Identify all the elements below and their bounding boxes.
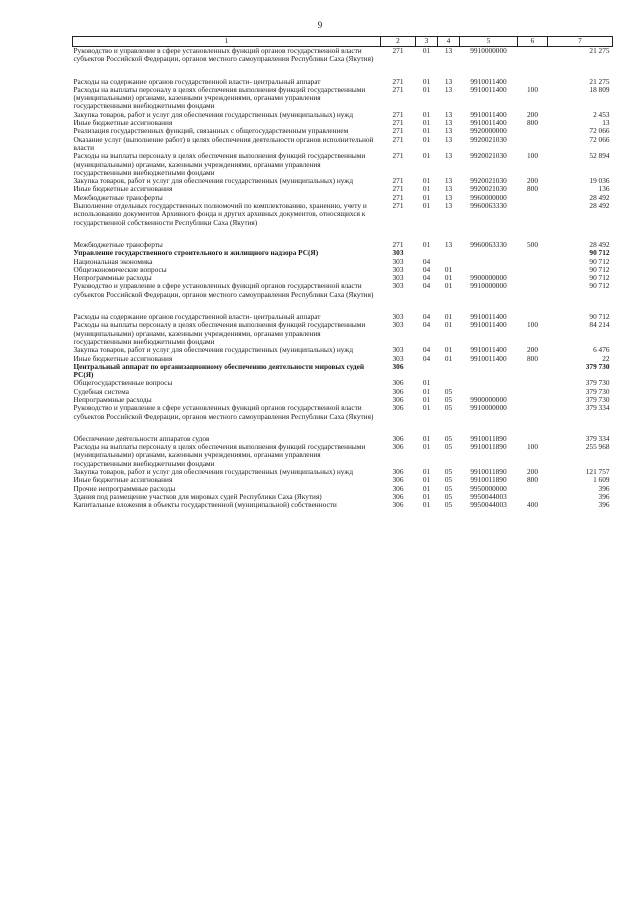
code-subsection: 13 [444, 118, 453, 128]
budget-item-name: Оказание услуг (выполнение работ) в целях обеспечения деятельности органов исполнительной власти [73, 134, 374, 152]
code-section: 01 [422, 403, 431, 413]
table-row [73, 282, 613, 313]
amount: 121 757 [585, 467, 610, 477]
code-section: 01 [422, 500, 431, 510]
amount: 19 036 [589, 176, 610, 186]
amount: 379 334 [585, 433, 610, 443]
header-cell: 3 [416, 37, 438, 47]
code-expense-type [518, 274, 548, 282]
code-target: 9910011400 [470, 353, 507, 363]
table-row [73, 388, 613, 396]
amount: 21 275 [589, 46, 610, 55]
code-section: 04 [422, 264, 431, 274]
code-subsection: 05 [444, 394, 453, 404]
amount: 2 453 [593, 109, 610, 119]
code-gl: 303 [392, 312, 404, 322]
code-section: 01 [422, 491, 431, 501]
code-section: 01 [422, 84, 431, 94]
table-row [73, 501, 613, 509]
table-row [73, 363, 613, 380]
code-target: 9920021030 [470, 134, 507, 144]
code-subsection: 13 [444, 151, 453, 161]
code-target: 9920021030 [470, 151, 507, 161]
code-section: 01 [422, 151, 431, 161]
code-gl: 271 [392, 192, 404, 202]
budget-item-name: Иные бюджетные ассигнования [73, 184, 173, 194]
amount: 18 809 [589, 84, 610, 94]
code-target: 9910011400 [470, 84, 507, 94]
code-gl: 271 [392, 118, 404, 128]
code-gl: 306 [392, 433, 404, 443]
code-section: 01 [422, 433, 431, 443]
code-expense-type: 800 [527, 475, 538, 485]
code-subsection: 13 [444, 134, 453, 144]
budget-item-name: Закупка товаров, работ и услуг для обеспечения государственных (муниципальных) нужд [73, 467, 354, 477]
code-subsection: 01 [444, 320, 453, 330]
code-section: 04 [422, 312, 431, 322]
header-row [73, 37, 613, 47]
budget-item-name: Иные бюджетные ассигнования [73, 475, 173, 485]
code-gl: 306 [392, 500, 404, 510]
header-cell: 7 [548, 37, 613, 47]
code-gl: 271 [392, 109, 404, 119]
budget-item-name: Расходы на содержание органов государственной власти- центральный аппарат [73, 76, 321, 86]
budget-item-name: Иные бюджетные ассигнования [73, 118, 173, 128]
amount: 28 492 [589, 192, 610, 202]
code-target: 9910011400 [470, 312, 507, 322]
code-expense-type: 800 [527, 184, 538, 194]
code-target: 9960000000 [470, 192, 507, 202]
budget-item-name: Центральный аппарат по организационному обеспечению деятельности мировых судей РС(Я) [73, 361, 365, 380]
code-subsection: 05 [444, 386, 453, 396]
code-expense-type [518, 379, 548, 387]
code-target: 9910000000 [470, 46, 507, 55]
code-section: 01 [422, 467, 431, 477]
code-gl: 303 [392, 248, 404, 258]
budget-item-name: Руководство и управление в сфере установленных функций органов государственной власти субъектов Российской Федерации, органов местного самоуправления Республики Саха (Якутия) [73, 281, 374, 299]
code-expense-type [518, 388, 548, 396]
budget-item-name: Непрограммные расходы [73, 273, 152, 283]
budget-item-name: Национальная экономика [73, 256, 153, 266]
amount: 90 712 [589, 281, 610, 291]
code-section: 01 [422, 176, 431, 186]
table-row [73, 47, 613, 78]
code-target: 9900000000 [470, 273, 507, 283]
budget-item-name: Закупка товаров, работ и услуг для обеспечения государственных (муниципальных) нужд [73, 345, 354, 355]
code-subsection: 13 [444, 176, 453, 186]
amount: 90 712 [589, 312, 610, 322]
code-gl: 306 [392, 386, 404, 396]
header-cell: 5 [460, 37, 518, 47]
code-expense-type: 200 [527, 467, 538, 477]
amount: 90 712 [589, 273, 610, 283]
budget-item-name: Расходы на выплаты персоналу в целях обеспечения выполнения функций государственными (муниципальными) органами, казенными учреждениями, органами управления государственными внебюджетными фондами [73, 151, 366, 177]
code-gl: 303 [392, 264, 404, 274]
budget-item-name: Прочие непрограммные расходы [73, 483, 176, 493]
table-row [73, 266, 613, 274]
amount: 379 730 [585, 378, 610, 388]
code-section: 04 [422, 320, 431, 330]
amount: 379 730 [585, 361, 610, 371]
code-expense-type: 100 [527, 84, 538, 94]
code-gl: 306 [392, 467, 404, 477]
code-section: 01 [422, 184, 431, 194]
amount: 28 492 [589, 239, 610, 249]
amount: 396 [598, 500, 610, 510]
code-section [416, 363, 438, 380]
amount: 13 [602, 118, 610, 128]
budget-item-name: Судебная система [73, 386, 129, 396]
code-subsection: 05 [444, 475, 453, 485]
code-expense-type [518, 396, 548, 404]
code-target: 9910011400 [470, 109, 507, 119]
budget-item-name: Общеэкономические вопросы [73, 264, 167, 274]
code-expense-type [518, 485, 548, 493]
code-subsection: 01 [444, 312, 453, 322]
code-gl: 271 [392, 46, 404, 55]
code-gl: 303 [392, 281, 404, 291]
code-gl: 306 [392, 442, 404, 452]
code-target: 9910000000 [470, 281, 507, 291]
amount: 28 492 [589, 201, 610, 211]
code-expense-type [518, 282, 548, 313]
code-gl: 303 [392, 320, 404, 330]
amount: 84 214 [589, 320, 610, 330]
header-cell: 2 [381, 37, 416, 47]
amount: 90 712 [589, 256, 610, 266]
code-gl: 306 [392, 483, 404, 493]
code-target: 9910011890 [470, 475, 507, 485]
code-subsection: 13 [444, 184, 453, 194]
code-expense-type: 100 [527, 151, 538, 161]
code-expense-type [518, 47, 548, 78]
amount: 52 894 [589, 151, 610, 161]
code-target: 9910011890 [470, 433, 507, 443]
code-gl: 306 [392, 403, 404, 413]
code-gl: 271 [392, 76, 404, 86]
code-section: 01 [422, 118, 431, 128]
code-section: 01 [422, 46, 431, 55]
code-expense-type: 200 [527, 109, 538, 119]
budget-item-name: Иные бюджетные ассигнования [73, 353, 173, 363]
code-expense-type [518, 266, 548, 274]
budget-item-name: Управление государственного строительного и жилищного надзора РС(Я) [73, 248, 319, 258]
budget-item-name: Расходы на выплаты персоналу в целях обеспечения выполнения функций государственными (муниципальными) органами, казенными учреждениями, органами управления государственными внебюджетными фондами [73, 442, 366, 468]
code-expense-type [518, 363, 548, 380]
budget-item-name: Руководство и управление в сфере установленных функций органов государственной власти субъектов Российской Федерации, органов местного самоуправления Республики Саха (Якутия) [73, 403, 374, 421]
header-cell: 6 [518, 37, 548, 47]
code-target: 9910011400 [470, 118, 507, 128]
code-section: 01 [422, 134, 431, 144]
amount: 396 [598, 491, 610, 501]
budget-item-name: Расходы на выплаты персоналу в целях обеспечения выполнения функций государственными (муниципальными) органами, казенными учреждениями, органами управления государственными внебюджетными фондами [73, 320, 366, 346]
code-section: 01 [422, 386, 431, 396]
code-expense-type: 100 [527, 320, 538, 330]
code-section: 01 [422, 109, 431, 119]
amount: 379 730 [585, 386, 610, 396]
code-target: 9960063330 [470, 201, 507, 211]
code-section: 01 [422, 475, 431, 485]
code-section: 01 [422, 76, 431, 86]
table-row [73, 249, 613, 257]
code-target: 9920000000 [470, 126, 507, 136]
budget-item-name: Расходы на содержание органов государственной власти- центральный аппарат [73, 312, 321, 322]
code-target: 9910011890 [470, 442, 507, 452]
code-gl: 271 [392, 84, 404, 94]
table-row [73, 379, 613, 387]
code-target: 9950000000 [470, 483, 507, 493]
amount: 90 712 [589, 264, 610, 274]
code-target: 9920021030 [470, 184, 507, 194]
code-gl: 306 [392, 361, 404, 371]
code-subsection: 05 [444, 483, 453, 493]
code-expense-type: 500 [527, 239, 538, 249]
page-number: 9 [317, 20, 323, 30]
code-section: 04 [422, 353, 431, 363]
code-target: 9910000000 [470, 403, 507, 413]
code-subsection: 05 [444, 500, 453, 510]
code-section: 01 [422, 483, 431, 493]
code-gl: 303 [392, 273, 404, 283]
budget-item-name: Руководство и управление в сфере установленных функций органов государственной власти субъектов Российской Федерации, органов местного самоуправления Республики Саха (Якутия) [73, 46, 374, 64]
code-gl: 271 [392, 134, 404, 144]
header-cell: 1 [73, 37, 381, 47]
code-section: 04 [422, 345, 431, 355]
code-subsection: 13 [444, 126, 453, 136]
code-gl: 271 [392, 239, 404, 249]
budget-item-name: Закупка товаров, работ и услуг для обеспечения государственных (муниципальных) нужд [73, 176, 354, 186]
code-subsection: 13 [444, 192, 453, 202]
code-expense-type [518, 258, 548, 266]
budget-item-name: Капитальные вложения в объекты государственной (муниципальной) собственности [73, 500, 337, 510]
budget-item-name: Здания под размещение участков для мировых судей Республики Саха (Якутия) [73, 491, 322, 501]
amount: 396 [598, 483, 610, 493]
table-row [73, 86, 613, 111]
budget-item-name: Межбюджетные трансферты [73, 239, 163, 249]
code-subsection [438, 249, 460, 257]
code-gl: 271 [392, 184, 404, 194]
code-target: 9910011400 [470, 320, 507, 330]
table-row [73, 202, 613, 241]
table-row [73, 443, 613, 468]
code-expense-type [518, 249, 548, 257]
code-subsection: 13 [444, 239, 453, 249]
budget-item-name: Выполнение отдельных государственных полномочий по комплектованию, хранению, учету и использованию документов Архивного фонда и других архивных документов, относящихся к государственной собственности Республики Саха (Якутия) [73, 201, 367, 227]
code-target: 9910011890 [470, 467, 507, 477]
code-gl: 271 [392, 176, 404, 186]
code-target [460, 249, 518, 257]
table-row [73, 136, 613, 153]
code-subsection: 05 [444, 442, 453, 452]
amount: 22 [602, 353, 610, 363]
code-section: 01 [422, 378, 431, 388]
code-subsection: 01 [444, 345, 453, 355]
code-section: 04 [422, 256, 431, 266]
amount: 136 [598, 184, 610, 194]
code-subsection: 01 [444, 281, 453, 291]
code-section: 01 [422, 126, 431, 136]
code-subsection: 01 [444, 273, 453, 283]
code-section: 01 [422, 239, 431, 249]
code-subsection: 13 [444, 84, 453, 94]
code-target [460, 258, 518, 266]
code-subsection: 01 [444, 353, 453, 363]
budget-table [72, 36, 613, 510]
code-section: 01 [422, 201, 431, 211]
table-row [73, 321, 613, 346]
code-target: 9960063330 [470, 239, 507, 249]
code-gl: 271 [392, 201, 404, 211]
budget-item-name: Реализация государственных функций, связанных с общегосударственным управлением [73, 126, 349, 136]
code-target: 9900000000 [470, 394, 507, 404]
code-subsection: 13 [444, 201, 453, 211]
budget-item-name: Межбюджетные трансферты [73, 192, 163, 202]
amount: 72 066 [589, 126, 610, 136]
code-subsection: 13 [444, 46, 453, 55]
code-expense-type: 100 [527, 442, 538, 452]
code-expense-type [518, 202, 548, 241]
code-subsection: 05 [444, 467, 453, 477]
code-target: 9910011400 [470, 345, 507, 355]
budget-item-name: Обеспечение деятельности аппаратов судов [73, 433, 210, 443]
code-target: 9920021030 [470, 176, 507, 186]
code-gl: 271 [392, 151, 404, 161]
code-subsection: 05 [444, 491, 453, 501]
code-gl: 303 [392, 353, 404, 363]
amount: 6 476 [593, 345, 610, 355]
header-cell: 4 [438, 37, 460, 47]
code-section: 04 [422, 273, 431, 283]
code-section: 04 [422, 281, 431, 291]
code-expense-type [518, 404, 548, 435]
amount: 255 968 [585, 442, 610, 452]
code-target: 9950044003 [470, 491, 507, 501]
amount: 72 066 [589, 134, 610, 144]
code-expense-type [518, 194, 548, 202]
code-section: 01 [422, 192, 431, 202]
code-target: 9950044003 [470, 500, 507, 510]
code-target [460, 379, 518, 387]
code-expense-type [518, 127, 548, 135]
code-gl: 306 [392, 394, 404, 404]
code-subsection: 05 [444, 433, 453, 443]
code-gl: 306 [392, 378, 404, 388]
budget-item-name: Расходы на выплаты персоналу в целях обеспечения выполнения функций государственными (муниципальными) органами, казенными учреждениями, органами управления государственными внебюджетными фондами [73, 84, 366, 111]
code-subsection: 13 [444, 109, 453, 119]
code-target: 9910011400 [470, 76, 507, 86]
table-row [73, 152, 613, 177]
code-expense-type [518, 136, 548, 153]
code-subsection: 05 [444, 403, 453, 413]
code-gl: 306 [392, 475, 404, 485]
code-expense-type: 200 [527, 176, 538, 186]
code-section: 01 [422, 442, 431, 452]
code-subsection [438, 363, 460, 380]
code-gl: 303 [392, 256, 404, 266]
code-expense-type: 800 [527, 118, 538, 128]
code-expense-type: 200 [527, 345, 538, 355]
code-gl: 303 [392, 345, 404, 355]
code-expense-type: 400 [527, 500, 538, 510]
budget-item-name: Закупка товаров, работ и услуг для обеспечения государственных (муниципальных) нужд [73, 109, 354, 119]
amount: 90 712 [589, 248, 610, 258]
budget-item-name: Общегосударственные вопросы [73, 378, 173, 388]
amount: 21 275 [589, 76, 610, 86]
code-subsection: 01 [444, 264, 453, 274]
code-subsection: 13 [444, 76, 453, 86]
amount: 379 730 [585, 394, 610, 404]
code-section: 01 [422, 394, 431, 404]
table-row [73, 404, 613, 435]
code-expense-type: 800 [527, 353, 538, 363]
amount: 379 334 [585, 403, 610, 413]
amount: 1 609 [593, 475, 610, 485]
code-target [460, 363, 518, 380]
budget-item-name: Непрограммные расходы [73, 394, 152, 404]
code-gl: 271 [392, 126, 404, 136]
code-gl: 306 [392, 491, 404, 501]
